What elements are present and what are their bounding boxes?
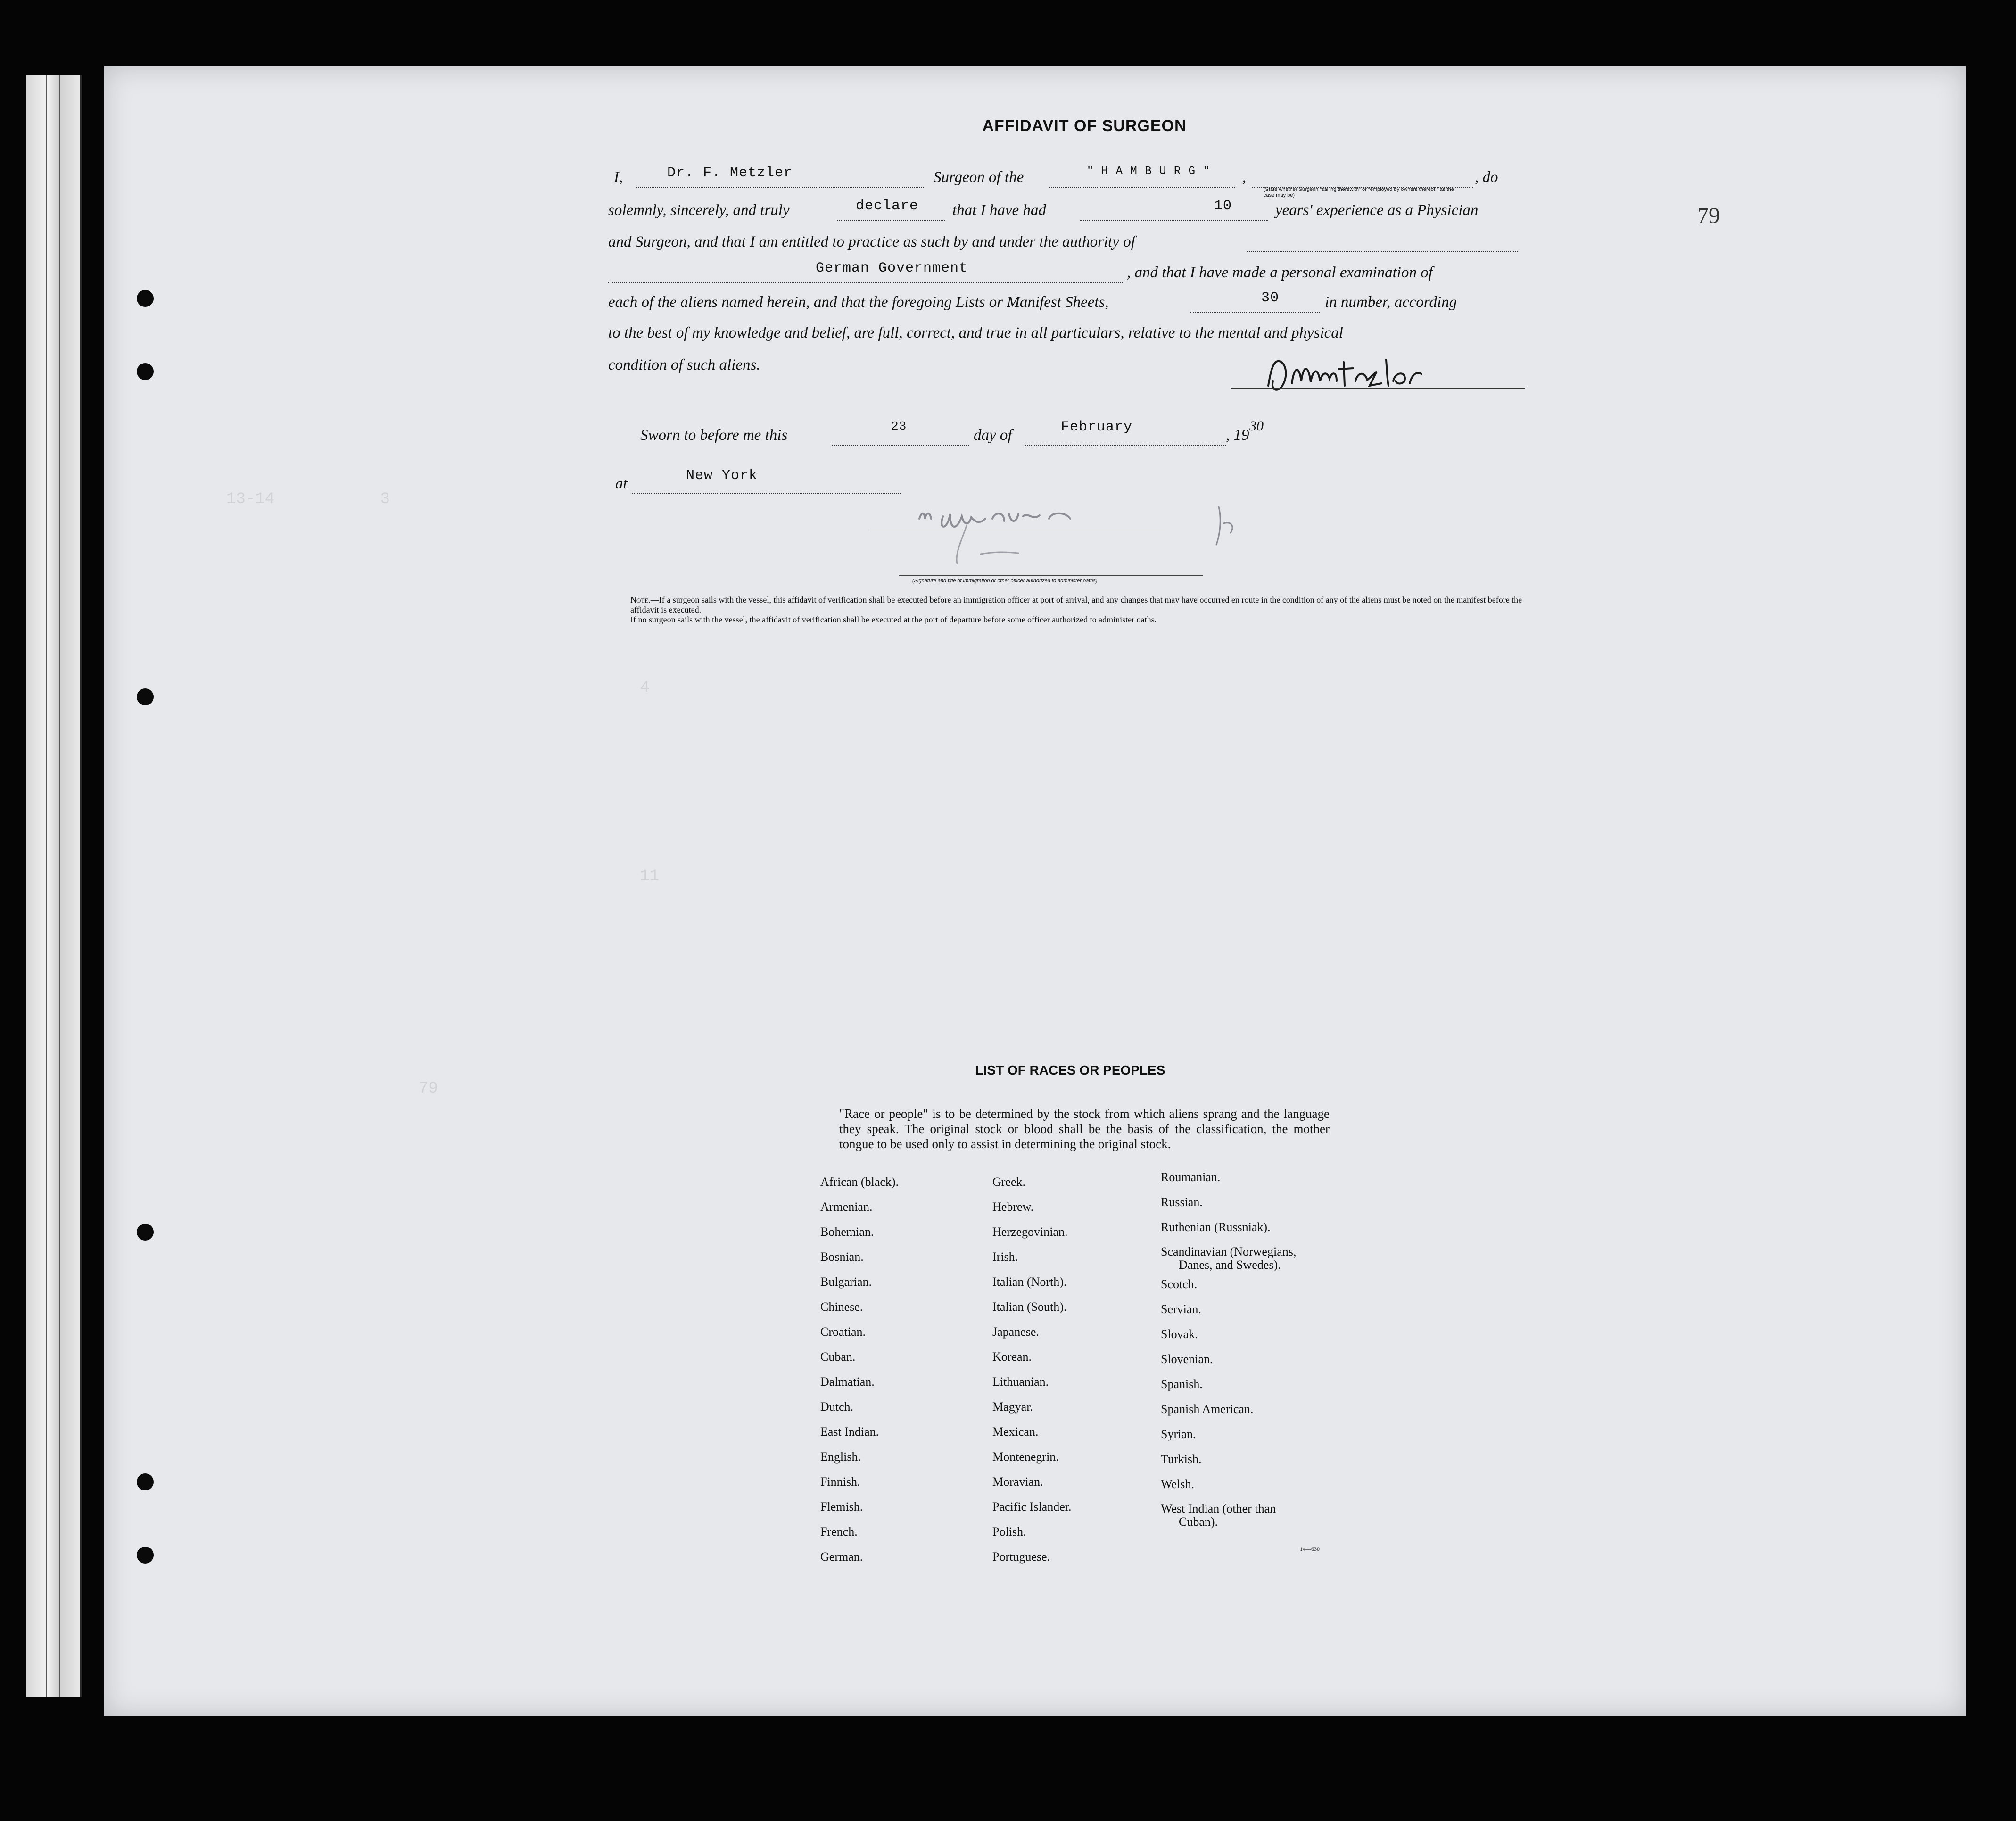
punch-hole bbox=[137, 363, 154, 380]
list-item: Croatian. bbox=[820, 1325, 866, 1339]
list-item: Mexican. bbox=[992, 1425, 1039, 1439]
list-item: Japanese. bbox=[992, 1325, 1039, 1339]
sworn-month: February bbox=[1061, 419, 1133, 435]
list-item: Cuban). bbox=[1179, 1515, 1218, 1529]
comma: , bbox=[1242, 169, 1247, 186]
officer-title-line bbox=[899, 575, 1203, 576]
list-item: Roumanian. bbox=[1161, 1170, 1221, 1184]
in-number-label: in number, according bbox=[1325, 294, 1457, 311]
affidavit-title: AFFIDAVIT OF SURGEON bbox=[982, 117, 1187, 135]
list-item: Welsh. bbox=[1161, 1477, 1194, 1491]
bleed-through-text: 79 bbox=[226, 1080, 438, 1098]
list-item: Magyar. bbox=[992, 1400, 1033, 1414]
list-item: Finnish. bbox=[820, 1475, 860, 1489]
list-item: Scandinavian (Norwegians, bbox=[1161, 1245, 1297, 1258]
races-list-intro-text: "Race or people" is to be determined by the stock from which aliens sprang and the language they speak. The original stock or blood shall be the basis of the classification, the mother tongue to be used only to assist in determining the original stock. bbox=[839, 1107, 1330, 1151]
list-item: Turkish. bbox=[1161, 1452, 1202, 1466]
list-item: Bulgarian. bbox=[820, 1275, 872, 1289]
officer-signature bbox=[910, 497, 1259, 568]
page-number: 79 bbox=[1697, 203, 1720, 228]
day-of-label: day of bbox=[974, 427, 1012, 444]
list-item: Syrian. bbox=[1161, 1427, 1196, 1441]
list-item: Servian. bbox=[1161, 1302, 1201, 1316]
list-item: Hebrew. bbox=[992, 1200, 1034, 1214]
i-label: I, bbox=[614, 169, 623, 186]
list-item: Spanish. bbox=[1161, 1377, 1203, 1391]
affidavit-note bbox=[611, 595, 1530, 625]
list-item: Italian (North). bbox=[992, 1275, 1067, 1289]
affidavit-line-5 bbox=[608, 290, 1528, 318]
solemnly-label: solemnly, sincerely, and truly bbox=[608, 202, 790, 219]
list-item: Chinese. bbox=[820, 1300, 863, 1314]
sheet-count: 30 bbox=[1261, 290, 1280, 306]
years: 10 bbox=[1214, 198, 1232, 214]
affidavit-line-2 bbox=[608, 198, 1528, 226]
list-item: Scotch. bbox=[1161, 1277, 1198, 1291]
list-item: Irish. bbox=[992, 1250, 1018, 1264]
races-column-3 bbox=[1161, 1165, 1296, 1529]
list-item: Greek. bbox=[992, 1175, 1026, 1189]
surgeon-name: Dr. F. Metzler bbox=[667, 165, 793, 181]
list-item: Dutch. bbox=[820, 1400, 854, 1414]
punch-hole bbox=[137, 1547, 154, 1564]
punch-hole bbox=[137, 688, 154, 705]
sworn-line bbox=[608, 418, 1528, 451]
bleed-through-text: 13-14 3 bbox=[226, 490, 390, 508]
punch-hole bbox=[137, 1473, 154, 1490]
list-item: Russian. bbox=[1161, 1195, 1203, 1209]
list-item: Slovak. bbox=[1161, 1327, 1198, 1341]
list-item: Herzegovinian. bbox=[992, 1225, 1068, 1239]
list-item: English. bbox=[820, 1450, 861, 1464]
binder-edge bbox=[26, 75, 82, 1697]
note-text-2: If no surgeon sails with the vessel, the affidavit of verification shall be executed at the port of departure before some officer authorized to administer oaths. bbox=[630, 615, 1157, 624]
sworn-label: Sworn to before me this bbox=[640, 427, 788, 444]
note-text-1: —If a surgeon sails with the vessel, this affidavit of verification shall be executed before an immigration officer at port of arrival, and any changes that may have occurred en route in the condition of any of the aliens must be noted on the manifest before the affidavit is executed. bbox=[630, 595, 1522, 614]
sheet-count-blank bbox=[1190, 290, 1320, 313]
officer-caption: (Signature and title of immigration or other officer authorized to administer oaths) bbox=[912, 578, 1098, 584]
list-item: Spanish American. bbox=[1161, 1402, 1254, 1416]
sworn-place: New York bbox=[686, 468, 758, 484]
list-item: Danes, and Swedes). bbox=[1179, 1258, 1281, 1272]
form-code: 14—630 bbox=[1300, 1546, 1320, 1552]
list-item: Korean. bbox=[992, 1350, 1032, 1364]
bleed-through-text: 4 bbox=[226, 679, 650, 697]
affidavit-line-4 bbox=[608, 260, 1528, 289]
surgeon-signature-line bbox=[1231, 388, 1525, 389]
list-item: West Indian (other than bbox=[1161, 1502, 1276, 1515]
races-column-2 bbox=[992, 1169, 1072, 1569]
authority: German Government bbox=[816, 260, 968, 276]
list-item: Pacific Islander. bbox=[992, 1500, 1072, 1514]
aliens-label: each of the aliens named herein, and that the foregoing Lists or Manifest Sheets, bbox=[608, 294, 1109, 311]
list-item: Montenegrin. bbox=[992, 1450, 1059, 1464]
binder-line bbox=[46, 75, 47, 1697]
punch-hole bbox=[137, 1224, 154, 1241]
list-item: Dalmatian. bbox=[820, 1375, 875, 1389]
list-item: Flemish. bbox=[820, 1500, 863, 1514]
list-item: East Indian. bbox=[820, 1425, 879, 1439]
list-item: Portuguese. bbox=[992, 1550, 1050, 1564]
year-suffix: 30 bbox=[1249, 418, 1264, 434]
do-label: , do bbox=[1475, 169, 1498, 186]
affidavit-line-1 bbox=[608, 165, 1528, 198]
state-note: (State whether Surgeon "sailing therewith" or "employed by owners thereof," as the case may be) bbox=[1264, 187, 1454, 198]
races-column-1 bbox=[820, 1169, 899, 1569]
surgeon-of-label: Surgeon of the bbox=[934, 169, 1024, 186]
list-item: French. bbox=[820, 1525, 858, 1539]
list-item: German. bbox=[820, 1550, 863, 1564]
list-item: Slovenian. bbox=[1161, 1352, 1213, 1366]
list-item: Bohemian. bbox=[820, 1225, 874, 1239]
declaration: declare bbox=[856, 198, 919, 214]
vessel-name: " H A M B U R G " bbox=[1087, 165, 1210, 178]
binder-line bbox=[59, 75, 60, 1697]
punch-hole bbox=[137, 290, 154, 307]
at-line bbox=[608, 468, 1528, 500]
affidavit-line-3 bbox=[608, 230, 1528, 258]
condition-label: condition of such aliens. bbox=[608, 356, 760, 373]
years-blank bbox=[1080, 198, 1268, 221]
list-item: Lithuanian. bbox=[992, 1375, 1049, 1389]
races-list-title: LIST OF RACES OR PEOPLES bbox=[975, 1063, 1165, 1077]
sworn-day: 23 bbox=[891, 419, 907, 433]
that-i-have-had-label: that I have had bbox=[952, 202, 1046, 219]
authority-blank-1 bbox=[1247, 230, 1518, 252]
list-item: Cuban. bbox=[820, 1350, 856, 1364]
list-item: Moravian. bbox=[992, 1475, 1043, 1489]
note-lead: Note. bbox=[630, 595, 651, 604]
races-list-intro bbox=[820, 1106, 1330, 1151]
at-label: at bbox=[615, 475, 628, 492]
entitled-label: and Surgeon, and that I am entitled to practice as such by and under the authority of bbox=[608, 233, 1135, 250]
surgeon-signature bbox=[1264, 353, 1462, 395]
surgeon-status-blank bbox=[1252, 165, 1473, 188]
examination-label: , and that I have made a personal examination of bbox=[1127, 264, 1433, 281]
list-item: Ruthenian (Russniak). bbox=[1161, 1220, 1271, 1234]
year-prefix: , 19 bbox=[1226, 427, 1249, 444]
sworn-place-blank bbox=[632, 472, 901, 494]
affidavit-line-6 bbox=[608, 321, 1528, 349]
years-experience-label: years' experience as a Physician bbox=[1275, 202, 1479, 219]
knowledge-label: to the best of my knowledge and belief, are full, correct, and true in all particulars, relative to the mental and physical bbox=[608, 324, 1343, 341]
list-item: Polish. bbox=[992, 1525, 1026, 1539]
bleed-through-text: 11 bbox=[226, 868, 660, 886]
list-item: Bosnian. bbox=[820, 1250, 864, 1264]
list-item: Italian (South). bbox=[992, 1300, 1067, 1314]
list-item: African (black). bbox=[820, 1175, 899, 1189]
list-item: Armenian. bbox=[820, 1200, 873, 1214]
